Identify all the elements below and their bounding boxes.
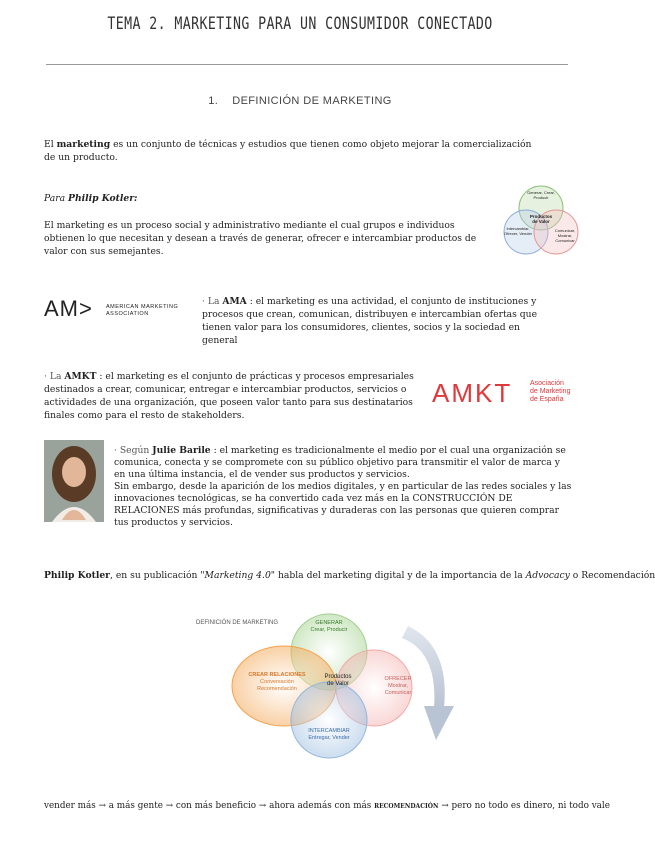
kotler-venn-diagram: [498, 182, 584, 262]
arrow-right-icon: →: [165, 801, 174, 811]
intro-paragraph: El marketing es un conjunto de técnicas y estudios que tienen como objeto mejorar la comercialización de un producto.: [44, 139, 532, 163]
venn-small-left-label: Intercambiar, Ofrecer, Vender: [504, 226, 533, 236]
venn-center-label: Productos de Valor: [324, 674, 352, 687]
amkt-logo-text-3: de España: [530, 396, 564, 403]
venn-small-top-label: Generar, Crear, Producir: [527, 190, 555, 200]
venn-label-intercambiar: INTERCAMBIAR Entregar, Vender: [308, 728, 350, 741]
arrow-right-icon: →: [258, 801, 267, 811]
section-heading: [0, 95, 600, 107]
amkt-logo-mark: AMKT: [432, 378, 513, 408]
venn-title: DEFINICIÓN DE MARKETING: [196, 620, 279, 626]
venn-label-crear-relaciones: CREAR RELACIONES Conversación Recomendación: [248, 672, 306, 692]
amkt-logo-text-1: Asociación: [530, 380, 564, 387]
section-title: DEFINICIÓN DE MARKETING: [232, 95, 392, 107]
page-title: TEMA 2. MARKETING PARA UN CONSUMIDOR CONECTADO: [107, 14, 493, 34]
venn-small-center-label: Productos de Valor: [529, 214, 553, 224]
section-number: 1.: [208, 95, 219, 107]
amkt-logo-text-2: de Marketing: [530, 388, 571, 395]
kotler-definition: El marketing es un proceso social y administrativo mediante el cual grupos e individuos obtienen lo que necesitan y desean a través de generar, ofrecer e intercambiar productos de valor con sus semejantes.: [44, 220, 477, 257]
kotler-label: Para Philip Kotler:: [44, 193, 138, 204]
ama-logo-text-2: ASSOCIATION: [106, 311, 149, 317]
cycle-arrow-icon: [398, 616, 458, 746]
julie-barile-photo: [44, 440, 104, 522]
arrow-right-icon: →: [98, 801, 106, 811]
intro-bold-term: marketing: [56, 139, 111, 150]
ama-logo-text-1: AMERICAN MARKETING: [106, 304, 179, 310]
amkt-logo: [432, 378, 572, 414]
arrow-right-icon: →: [441, 801, 449, 811]
title-divider: [46, 64, 568, 65]
ama-definition: · La AMA : el marketing es una actividad, el conjunto de instituciones y procesos que crean, comunican, distribuyen e intercambian ofertas que tienen valor para los consumidores, clientes, socios y la sociedad en general: [202, 296, 538, 346]
footer-sentence: vender más → a más gente → con más beneficio → ahora además con más recomendación → pero no todo es dinero, ni todo vale: [44, 801, 610, 811]
venn-label-ofrecer: OFRECER Mostrar, Comunicar: [384, 676, 412, 696]
kotler-marketing-40: Philip Kotler, en su publicación "Marketing 4.0" habla del marketing digital y de la importancia de la Advocacy o Recomendación: [44, 570, 655, 581]
venn-label-generar: GENERAR Crear, Producir: [310, 620, 348, 633]
venn-circle-intercambiar: [291, 682, 367, 758]
ama-logo-mark: AM>: [44, 296, 93, 321]
barile-definition: · Según Julie Barile : el marketing es tradicionalmente el medio por el cual una organización se comunica, conecta y se compromete con su público objetivo para transmitir el valor de marca y en una última instancia, el de vender sus productos y servicios. Sin embargo, desde la aparición de los medios digitales, y en particular de las redes sociales y las innovaciones tecnológicas, se ha convertido cada vez más en la CONSTRUCCIÓN DE RELACIONES más profundas, significativas y duraderas con las personas que quieren comprar tus productos y servicios.: [114, 445, 572, 528]
amkt-definition: · La AMKT : el marketing es el conjunto de prácticas y procesos empresariales destinados a crear, comunicar, entregar e intercambiar productos, servicios o actividades de una organización, que poseen valor tanto para sus destinatarios finales como para el resto de stakeholders.: [44, 371, 414, 421]
venn-small-right-label: Comunicar, Mostrar, Comunicar: [554, 228, 576, 243]
ama-logo: [44, 296, 204, 326]
